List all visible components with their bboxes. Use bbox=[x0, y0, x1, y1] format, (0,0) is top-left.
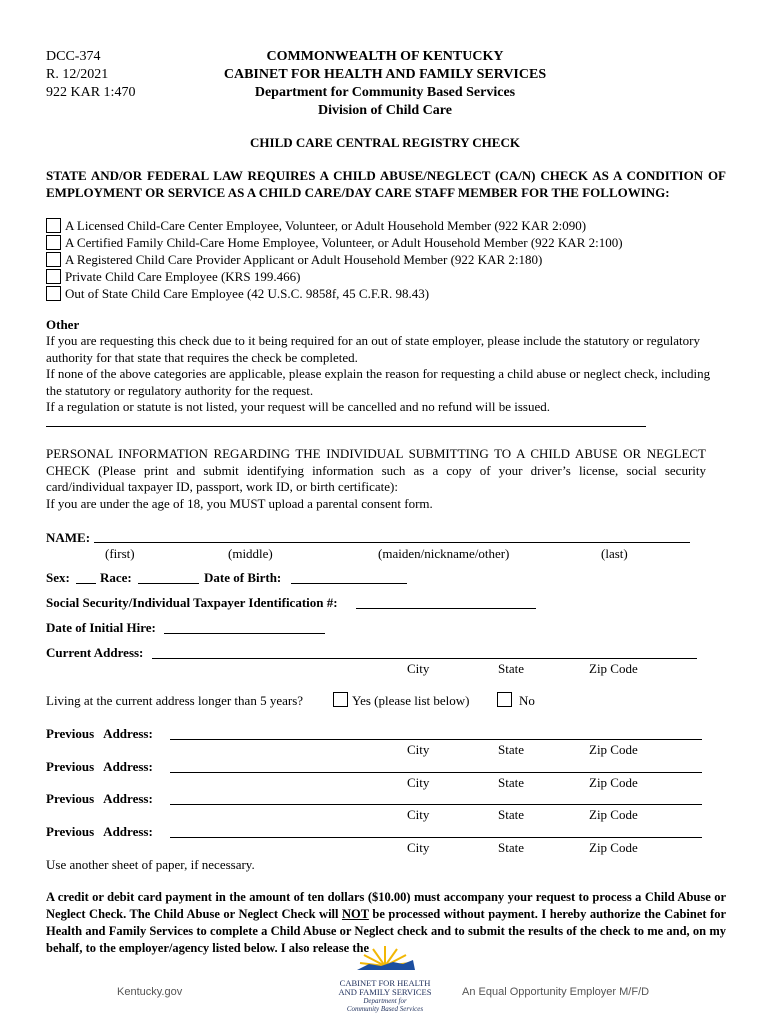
legal-notice: STATE AND/OR FEDERAL LAW REQUIRES A CHILD ABUSE/NEGLECT (CA/N) CHECK AS A CONDITION OF EMPLOYMENT OR SERVICE AS A CHILD CARE/DAY CARE STAFF MEMBER FOR THE FOLLOWING: bbox=[46, 168, 726, 200]
no-checkbox[interactable] bbox=[497, 692, 512, 707]
previous-address-field[interactable] bbox=[170, 758, 702, 773]
previous-address-label: Previous Address: bbox=[46, 791, 153, 806]
payment-not-emphasis: NOT bbox=[342, 907, 369, 921]
previous-address-field[interactable] bbox=[170, 790, 702, 805]
zip-sublabel: Zip Code bbox=[589, 661, 638, 676]
city-sublabel: City bbox=[407, 661, 430, 676]
dob-label: Date of Birth: bbox=[204, 570, 282, 585]
category-label: A Certified Family Child-Care Home Employee, Volunteer, or Adult Household Member (922 KAR 2:100) bbox=[65, 235, 623, 250]
other-heading: Other bbox=[46, 317, 80, 332]
previous-address-field[interactable] bbox=[170, 823, 702, 838]
category-label: A Registered Child Care Provider Applicant or Adult Household Member (922 KAR 2:180) bbox=[65, 252, 543, 267]
zip-sublabel: Zip Code bbox=[589, 742, 638, 757]
logo-text-4: Community Based Services bbox=[346, 1005, 424, 1013]
city-sublabel: City bbox=[407, 840, 430, 855]
state-sublabel: State bbox=[498, 742, 524, 757]
dob-field[interactable] bbox=[291, 569, 407, 584]
another-sheet-note: Use another sheet of paper, if necessary. bbox=[46, 857, 255, 872]
page-title: CHILD CARE CENTRAL REGISTRY CHECK bbox=[250, 135, 520, 150]
zip-sublabel: Zip Code bbox=[589, 775, 638, 790]
previous-address-label: Previous Address: bbox=[46, 824, 153, 839]
middle-sublabel: (middle) bbox=[228, 546, 273, 561]
zip-sublabel: Zip Code bbox=[589, 807, 638, 822]
previous-address-field[interactable] bbox=[170, 725, 702, 740]
name-field[interactable] bbox=[94, 528, 690, 543]
no-label: No bbox=[519, 693, 535, 708]
state-sublabel: State bbox=[498, 661, 524, 676]
state-sublabel: State bbox=[498, 775, 524, 790]
hire-label: Date of Initial Hire: bbox=[46, 620, 156, 635]
agency-header bbox=[180, 48, 590, 120]
other-reason-line[interactable] bbox=[46, 426, 646, 427]
last-sublabel: (last) bbox=[601, 546, 628, 561]
personal-paragraph-1: PERSONAL INFORMATION REGARDING THE INDIVIDUAL SUBMITTING TO A CHILD ABUSE OR NEGLECT CHECK (Please print and submit identifying information such as a copy of your driver’s license, social security card/individual taxpayer ID, passport, work ID, or birth certificate): bbox=[46, 446, 706, 494]
checkbox[interactable] bbox=[46, 252, 61, 267]
category-checklist bbox=[46, 217, 623, 302]
form-number: DCC-374 bbox=[46, 49, 101, 64]
city-sublabel: City bbox=[407, 742, 430, 757]
payment-text-1: A credit or debit card payment in the amount of ten dollars ($10.00) must accompany your request to process a Child Abuse or Neglect Check. The Child Abuse or Neglect Check will bbox=[46, 890, 726, 921]
race-field[interactable] bbox=[138, 569, 199, 584]
personal-info-instructions bbox=[46, 446, 706, 512]
category-row[interactable] bbox=[46, 234, 623, 251]
name-label: NAME: bbox=[46, 530, 91, 545]
first-sublabel: (first) bbox=[105, 546, 135, 561]
checkbox[interactable] bbox=[46, 286, 61, 301]
category-row[interactable] bbox=[46, 217, 623, 234]
category-label: Out of State Child Care Employee (42 U.S.C. 9858f, 45 C.F.R. 98.43) bbox=[65, 286, 430, 301]
other-paragraph-1: If you are requesting this check due to it being required for an out of state employer, please include the statutory or regulatory authority for that state that requires the check be completed. bbox=[46, 333, 700, 365]
city-sublabel: City bbox=[407, 775, 430, 790]
agency-line-2: CABINET FOR HEALTH AND FAMILY SERVICES bbox=[223, 67, 547, 82]
ssn-field[interactable] bbox=[356, 594, 536, 609]
category-label: A Licensed Child-Care Center Employee, Volunteer, or Adult Household Member (922 KAR 2:090) bbox=[65, 218, 587, 233]
yes-label: Yes (please list below) bbox=[352, 693, 470, 708]
logo-text-2: AND FAMILY SERVICES bbox=[338, 987, 432, 997]
category-row[interactable] bbox=[46, 285, 623, 302]
city-sublabel: City bbox=[407, 807, 430, 822]
footer-eoe: An Equal Opportunity Employer M/F/D bbox=[462, 986, 650, 998]
form-id-block bbox=[46, 48, 135, 102]
state-sublabel: State bbox=[498, 807, 524, 822]
other-paragraph-3: If a regulation or statute is not listed, your request will be cancelled and no refund will be issued. bbox=[46, 399, 550, 414]
other-paragraph-2: If none of the above categories are applicable, please explain the reason for requesting a child abuse or neglect check, including the statutory or regulatory authority for the request. bbox=[46, 366, 711, 398]
sex-field[interactable] bbox=[76, 569, 96, 584]
checkbox[interactable] bbox=[46, 218, 61, 233]
checkbox[interactable] bbox=[46, 235, 61, 250]
zip-sublabel: Zip Code bbox=[589, 840, 638, 855]
agency-line-4: Division of Child Care bbox=[318, 103, 452, 118]
logo-text-1: CABINET FOR HEALTH bbox=[339, 978, 431, 988]
category-label: Private Child Care Employee (KRS 199.466) bbox=[65, 269, 301, 284]
agency-line-1: COMMONWEALTH OF KENTUCKY bbox=[266, 49, 504, 64]
current-address-field[interactable] bbox=[152, 644, 697, 659]
kentucky-sun-icon bbox=[347, 944, 423, 974]
category-row[interactable] bbox=[46, 268, 623, 285]
agency-line-3: Department for Community Based Services bbox=[254, 85, 516, 100]
yes-checkbox[interactable] bbox=[333, 692, 348, 707]
ssn-label: Social Security/Individual Taxpayer Identification #: bbox=[46, 595, 338, 610]
checkbox[interactable] bbox=[46, 269, 61, 284]
hire-date-field[interactable] bbox=[164, 619, 325, 634]
previous-address-label: Previous Address: bbox=[46, 759, 153, 774]
sex-label: Sex: bbox=[46, 570, 70, 585]
current-address-label: Current Address: bbox=[46, 645, 144, 660]
race-label: Race: bbox=[100, 570, 132, 585]
previous-address-label: Previous Address: bbox=[46, 726, 153, 741]
category-row[interactable] bbox=[46, 251, 623, 268]
other-instructions bbox=[46, 333, 726, 416]
payment-text-2: be processed without payment. I hereby authorize the Cabinet for Health and Family Services to complete a Child Abuse or Neglect check and to submit the results of the check to me and, on my behalf, to the employer/agency listed below. I also release the bbox=[46, 907, 727, 955]
logo-text-3: Department for bbox=[363, 997, 407, 1005]
footer-website: Kentucky.gov bbox=[117, 986, 183, 998]
personal-paragraph-2: If you are under the age of 18, you MUST upload a parental consent form. bbox=[46, 495, 433, 511]
revision-date: R. 12/2021 bbox=[46, 67, 109, 82]
state-sublabel: State bbox=[498, 840, 524, 855]
maiden-sublabel: (maiden/nickname/other) bbox=[378, 546, 510, 561]
cabinet-logo bbox=[330, 944, 440, 1024]
regulation-ref: 922 KAR 1:470 bbox=[46, 85, 136, 100]
living-question: Living at the current address longer than 5 years? bbox=[46, 693, 304, 708]
